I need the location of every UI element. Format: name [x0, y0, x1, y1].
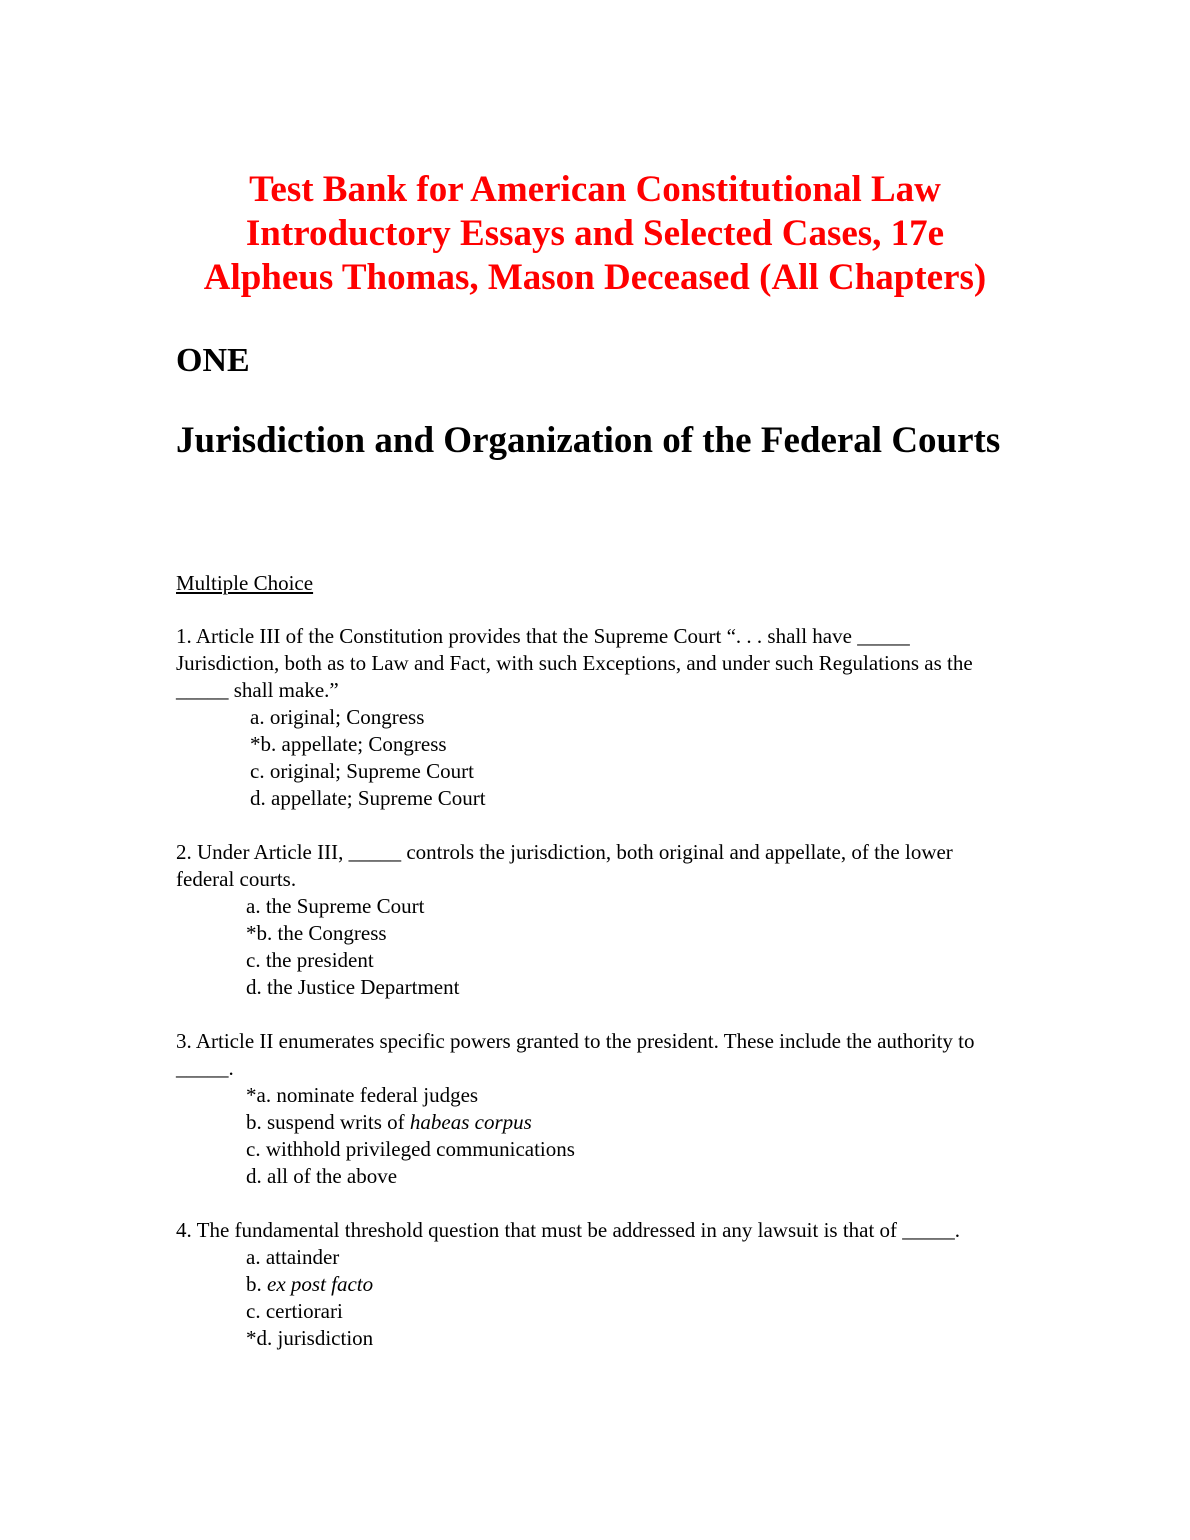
option-d: d. the Justice Department — [246, 975, 460, 999]
question-4 — [176, 1217, 1016, 1352]
question-stem: 3. Article II enumerates specific powers granted to the president. These include the authority to _____. — [176, 1029, 975, 1080]
option-b: b. suspend writs of habeas corpus — [246, 1110, 532, 1134]
question-1 — [176, 623, 1016, 812]
option-a: a. attainder — [246, 1245, 340, 1269]
question-stem: 4. The fundamental threshold question that must be addressed in any lawsuit is that of _____. — [176, 1218, 961, 1242]
document-title — [0, 168, 1190, 300]
section-heading: Multiple Choice — [176, 571, 314, 595]
option-c: c. withhold privileged communications — [246, 1137, 575, 1161]
question-list — [176, 623, 1016, 1379]
option-b-correct: *b. appellate; Congress — [250, 732, 447, 756]
question-stem: 1. Article III of the Constitution provides that the Supreme Court “. . . shall have _____ Jurisdiction, both as to Law and Fact, with such Exceptions, and under such Regulations as the _____ shall make.” — [176, 624, 973, 702]
option-a-correct: *a. nominate federal judges — [246, 1083, 479, 1107]
option-list — [176, 1082, 1016, 1190]
option-list — [176, 1244, 1016, 1352]
chapter-number: ONE — [176, 342, 250, 379]
option-a: a. original; Congress — [250, 705, 425, 729]
option-b-correct: *b. the Congress — [246, 921, 387, 945]
title-line-1: Test Bank for American Constitutional Law — [249, 169, 941, 210]
question-3 — [176, 1028, 1016, 1190]
option-a: a. the Supreme Court — [246, 894, 425, 918]
title-line-2: Introductory Essays and Selected Cases, 17e — [245, 213, 945, 254]
option-b: b. ex post facto — [246, 1272, 374, 1296]
option-c: c. original; Supreme Court — [250, 759, 474, 783]
title-line-3: Alpheus Thomas, Mason Deceased (All Chapters) — [203, 257, 987, 298]
question-2 — [176, 839, 1016, 1001]
option-c: c. the president — [246, 948, 374, 972]
option-d: d. appellate; Supreme Court — [250, 786, 486, 810]
option-d-correct: *d. jurisdiction — [246, 1326, 374, 1350]
option-c: c. certiorari — [246, 1299, 343, 1323]
question-stem: 2. Under Article III, _____ controls the jurisdiction, both original and appellate, of the lower federal courts. — [176, 840, 953, 891]
option-d: d. all of the above — [246, 1164, 398, 1188]
option-list — [176, 893, 1016, 1001]
option-list — [176, 704, 1016, 812]
chapter-title: Jurisdiction and Organization of the Federal Courts — [176, 420, 1001, 461]
